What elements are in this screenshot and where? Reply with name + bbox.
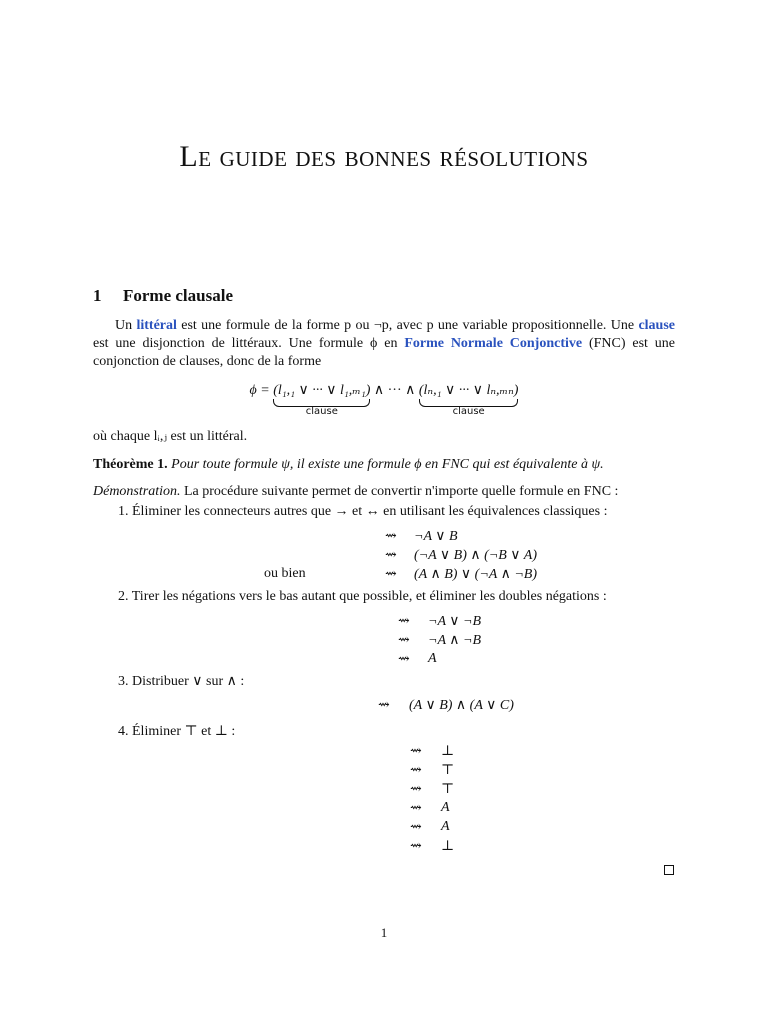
- rule-rhs: ⊤: [441, 782, 455, 797]
- section-heading: [93, 286, 233, 306]
- rule-rhs: A: [441, 800, 450, 815]
- clause-1: (l₁,₁ ∨ ··· ∨ l₁,ₘ₁): [273, 383, 371, 398]
- rule-rhs: (¬A ∨ B) ∧ (¬B ∨ A): [414, 548, 537, 563]
- rule-arrow: ⇝: [410, 782, 422, 797]
- rule-arrow: ⇝: [410, 839, 422, 854]
- rule-arrow: ⇝: [385, 548, 397, 563]
- intro-text-1: Un: [115, 318, 137, 333]
- rule-arrow: ⇝: [398, 633, 410, 648]
- intro-text-4: (FNC) est une conjonction de clauses, donc de la forme: [93, 336, 675, 369]
- page-title: Le guide des bonnes résolutions: [179, 140, 589, 173]
- clause-group-1: [273, 382, 371, 417]
- rule-rhs: ¬A ∧ ¬B: [428, 633, 481, 648]
- rule-arrow: ⇝: [378, 698, 390, 713]
- step-3: 3. Distribuer ∨ sur ∧ :: [118, 674, 245, 689]
- rule-rhs: A: [441, 819, 450, 834]
- rule-rhs: (A ∧ B) ∨ (¬A ∧ ¬B): [414, 567, 537, 582]
- theorem-text: Pour toute formule ψ, il existe une formule ϕ en FNC qui est équivalente à ψ.: [167, 457, 604, 472]
- proof-label: Démonstration.: [93, 484, 181, 499]
- page-number: 1: [380, 925, 388, 940]
- qed-square-icon: [664, 865, 674, 875]
- rule-arrow: ⇝: [385, 529, 397, 544]
- rule-arrow: ⇝: [410, 820, 422, 835]
- rule-arrow: ⇝: [385, 567, 397, 582]
- rule-rhs: ⊥: [441, 744, 455, 759]
- theorem-label: Théorème 1.: [93, 457, 168, 472]
- intro-text-3: est une disjonction de littéraux. Une formule ϕ en: [93, 336, 405, 351]
- keyword-litteral[interactable]: littéral: [136, 318, 177, 333]
- step-1: 1. Éliminer les connecteurs autres que → et ↔ en utilisant les équivalences classiques :: [118, 504, 608, 519]
- rule-arrow: ⇝: [410, 801, 422, 816]
- rule-prefix: ou bien: [264, 566, 306, 581]
- formula-lhs: ϕ =: [249, 383, 274, 398]
- section-number: 1: [93, 286, 102, 305]
- brace-label-2: clause: [452, 406, 485, 417]
- rule-arrow: ⇝: [410, 744, 422, 759]
- section-title: Forme clausale: [123, 286, 233, 305]
- formula-middle: ∧ ··· ∧: [370, 383, 419, 398]
- rule-rhs: A: [428, 651, 437, 666]
- keyword-clause[interactable]: clause: [638, 318, 675, 333]
- rule-rhs: ¬A ∨ ¬B: [428, 614, 481, 629]
- intro-text-2: est une formule de la forme p ou ¬p, avec p une variable propositionnelle. Une: [176, 318, 639, 333]
- clause-group-2: [418, 382, 519, 417]
- proof-intro: [93, 483, 675, 501]
- rule-arrow: ⇝: [410, 763, 422, 778]
- intro-paragraph: [93, 317, 675, 371]
- fnc-formula: [93, 382, 675, 417]
- rule-rhs: ⊤: [441, 763, 455, 778]
- step-2: 2. Tirer les négations vers le bas autant que possible, et éliminer les doubles négations :: [118, 589, 607, 604]
- rule-arrow: ⇝: [398, 652, 410, 667]
- brace-label-1: clause: [305, 406, 338, 417]
- proof-text: La procédure suivante permet de convertir n'importe quelle formule en FNC :: [180, 484, 619, 499]
- clause-2: (lₙ,₁ ∨ ··· ∨ lₙ,ₘₙ): [418, 383, 519, 398]
- keyword-fnc[interactable]: Forme Normale Conjonctive: [404, 336, 583, 351]
- rule-rhs: ¬A ∨ B: [414, 529, 458, 544]
- rule-rhs: ⊥: [441, 839, 455, 854]
- rule-rhs: (A ∨ B) ∧ (A ∨ C): [409, 698, 514, 713]
- after-formula-text: où chaque lᵢ,ⱼ est un littéral.: [93, 429, 248, 444]
- theorem: [93, 456, 675, 474]
- rule-arrow: ⇝: [398, 614, 410, 629]
- step-4: 4. Éliminer ⊤ et ⊥ :: [118, 724, 236, 739]
